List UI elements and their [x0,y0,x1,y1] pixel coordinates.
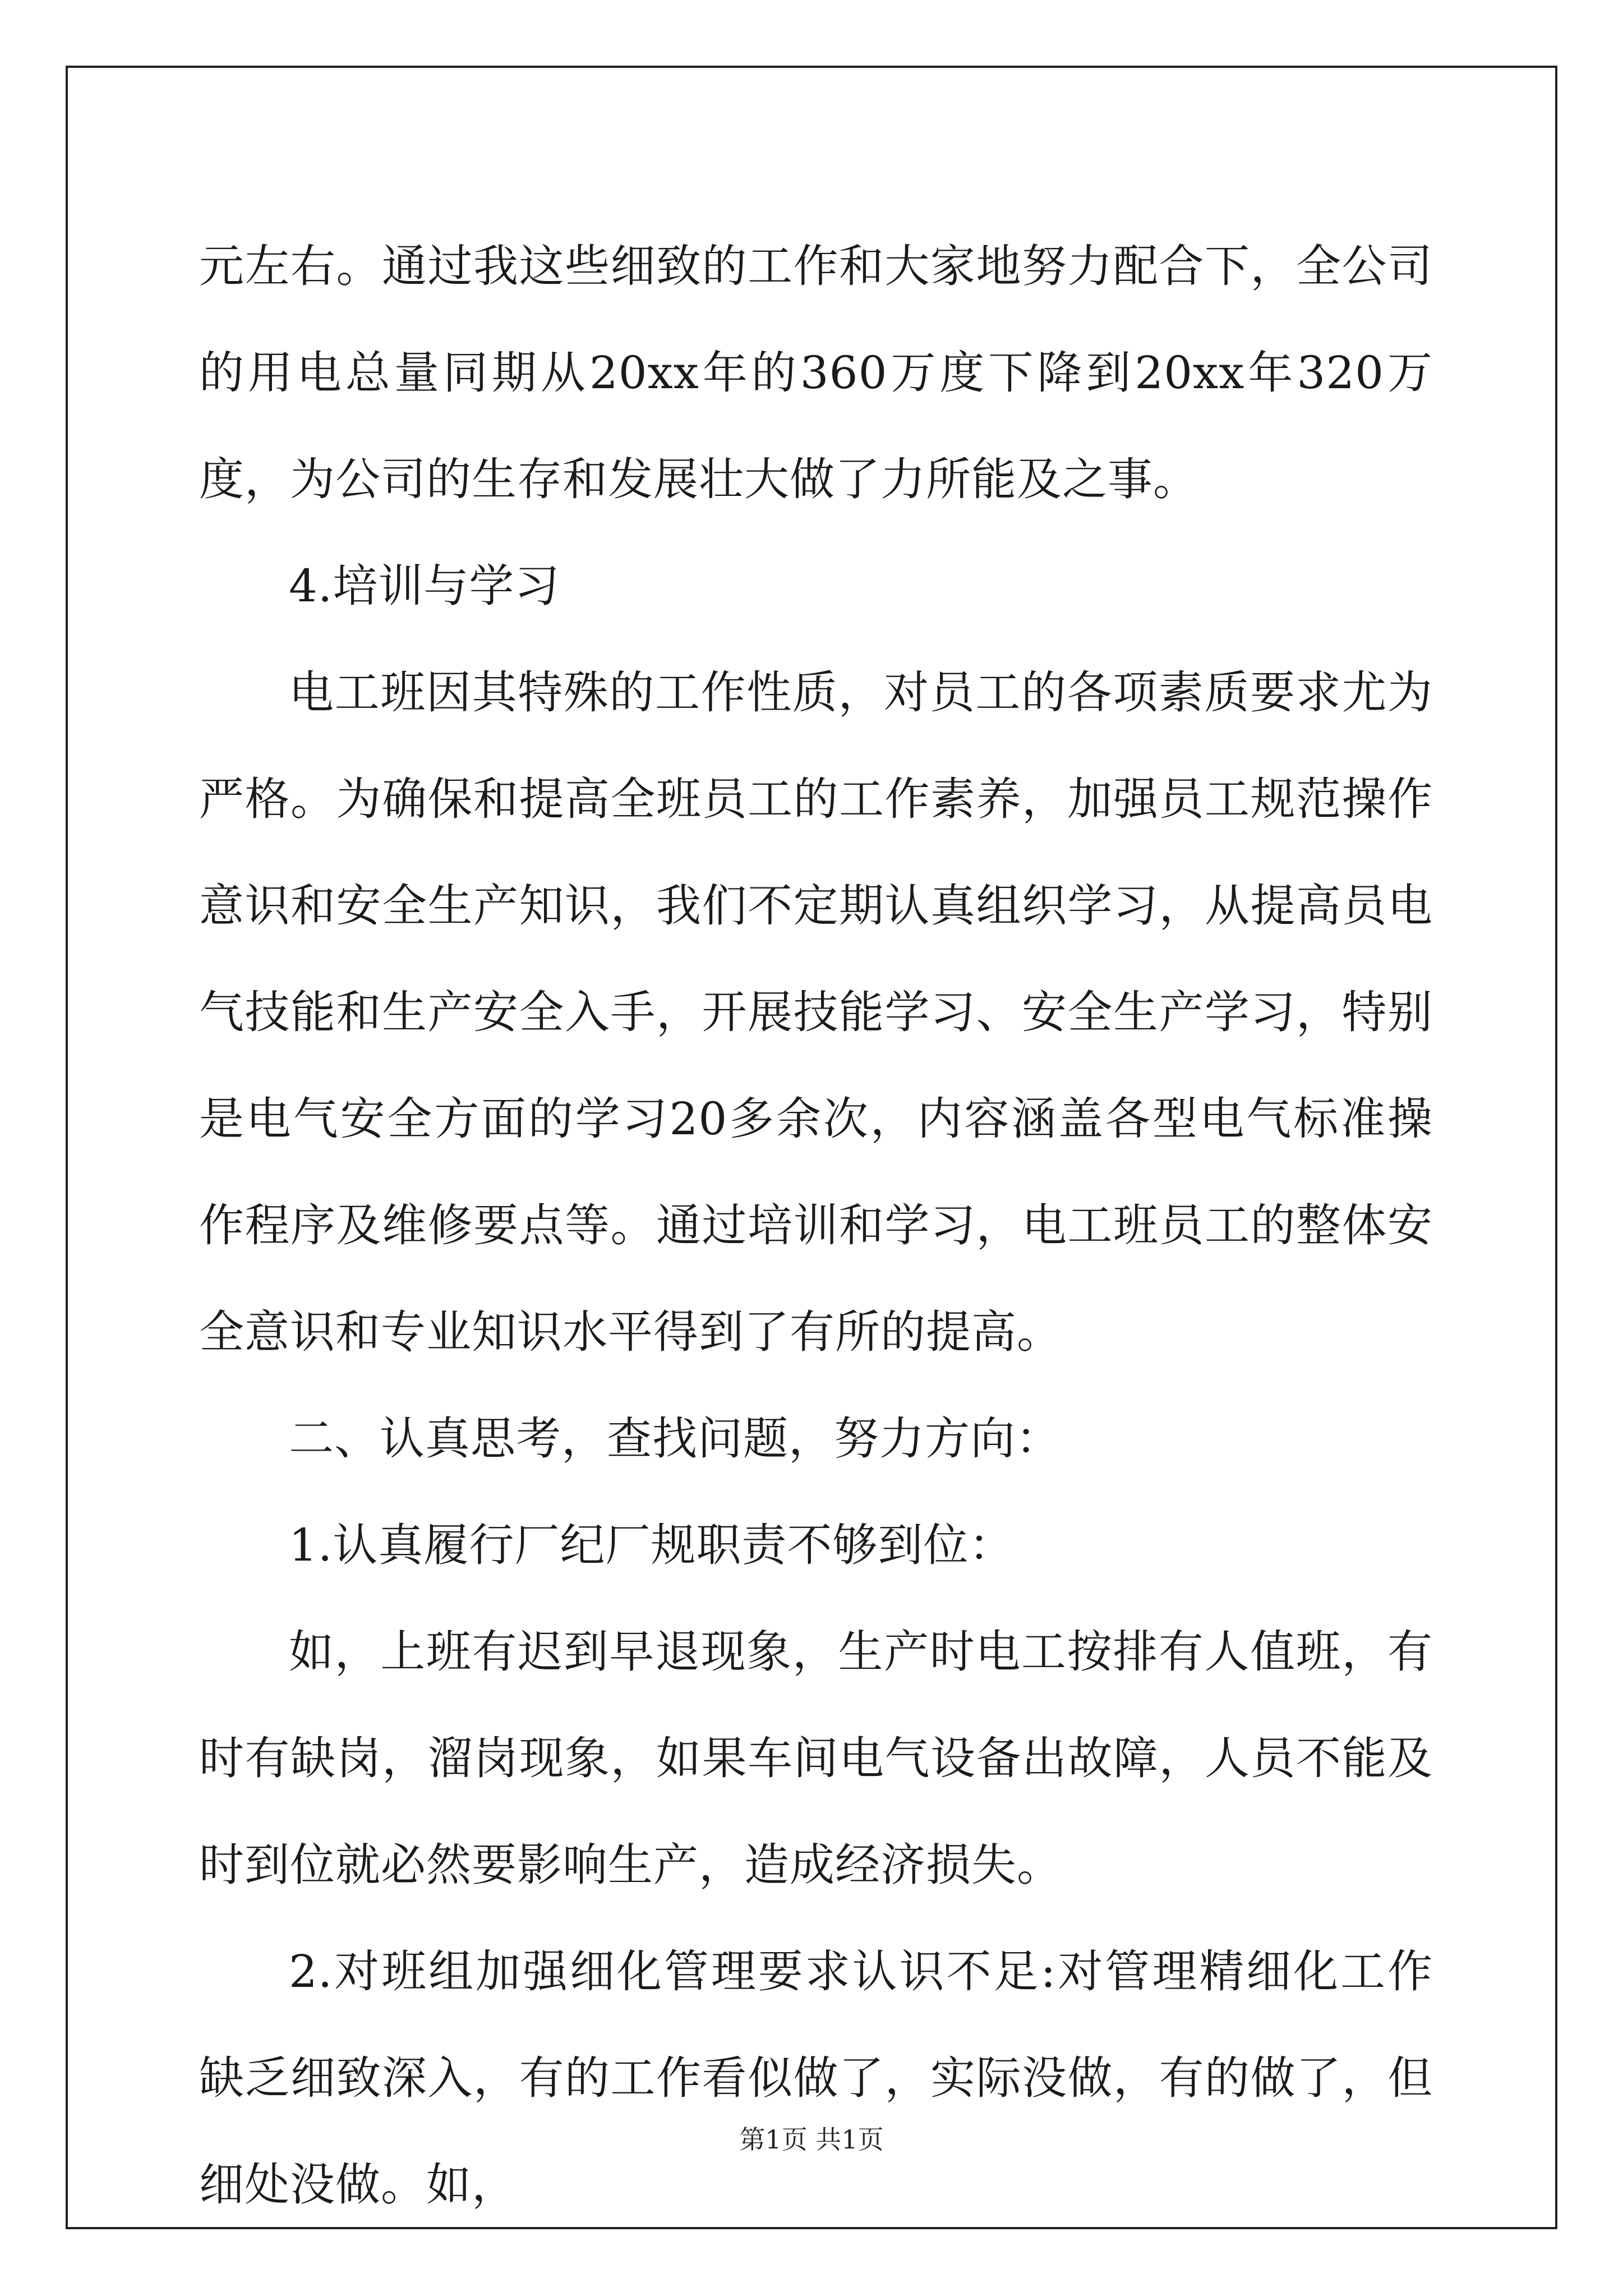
paragraph-training: 电工班因其特殊的工作性质，对员工的各项素质要求尤为严格。为确保和提高全班员工的工作素养，加强员工规范操作意识和安全生产知识，我们不定期认真组织学习，从提高员电气技能和生产安全入手，开展技能学习、安全生产学习，特别是电气安全方面的学习20多余次，内容涵盖各型电气标准操作程序及维修要点等。通过培训和学习，电工班员工的整体安全意识和专业知识水平得到了有所的提高。 [199,666,1433,1358]
paragraph-discipline: 如，上班有迟到早退现象，生产时电工按排有人值班，有时有缺岗，溜岗现象，如果车间电气设备出故障，人员不能及时到位就必然要影响生产，造成经济损失。 [199,1626,1433,1891]
paragraph-1: 元左右。通过我这些细致的工作和大家地努力配合下，全公司的用电总量同期从20xx年的360万度下降到20xx年320万度，为公司的生存和发展壮大做了力所能及之事。 [199,240,1433,505]
page-footer: 第1页 共1页 [739,2124,884,2155]
section-heading-training: 4.培训与学习 [289,560,560,612]
paragraph-management: 2.对班组加强细化管理要求认识不足:对管理精细化工作缺乏细致深入，有的工作看似做了，实际没做，有的做了，但细处没做。如， [199,1945,1433,2211]
subheading-discipline: 1.认真履行厂纪厂规职责不够到位： [289,1519,1015,1571]
section-heading-reflection: 二、认真思考，查找问题，努力方向： [289,1412,1061,1465]
document-body [199,213,1433,2238]
